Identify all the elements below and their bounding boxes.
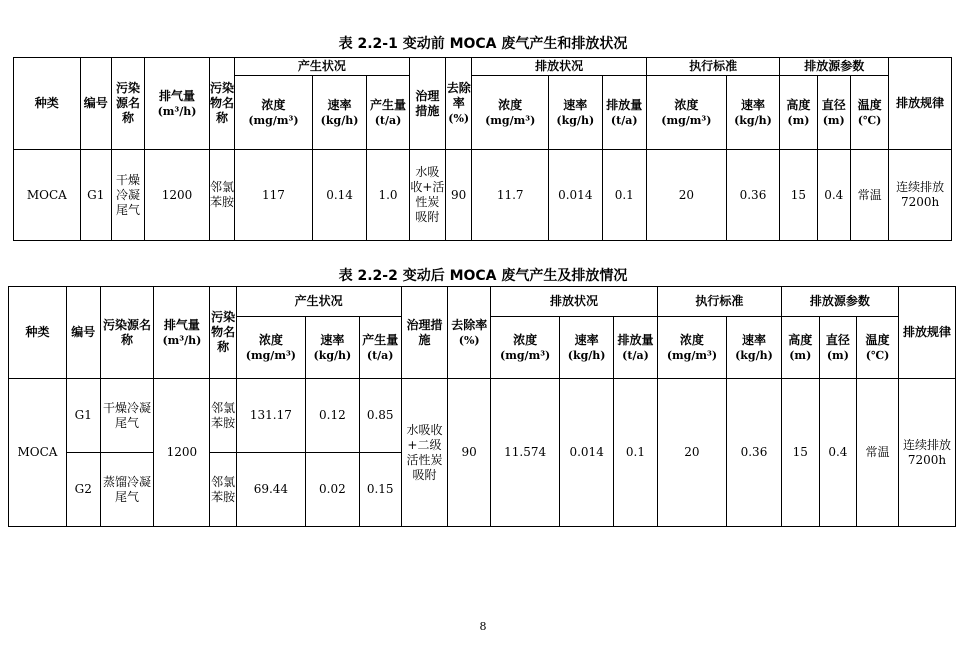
t2-cell-id: G1 xyxy=(66,379,100,453)
t2-h-gen-conc-label: 浓度 xyxy=(258,332,283,347)
t1-h-removal xyxy=(446,58,472,150)
t1-h-emit-group: 排放状况 xyxy=(472,58,647,76)
t2-h-gen-rate-label: 速率 xyxy=(320,332,345,347)
t2-h-id: 编号 xyxy=(66,287,100,379)
t1-cell-pollutant: 邻氯苯胺 xyxy=(209,150,234,241)
t1-cell-emit-conc: 11.7 xyxy=(472,150,549,241)
t2-h-emit-amount-label: 排放量 xyxy=(617,332,654,347)
t2-h-emit-group: 排放状况 xyxy=(491,287,658,317)
t1-cell-type: MOCA xyxy=(14,150,81,241)
t1-cell-removal: 90 xyxy=(446,150,472,241)
t1-h-std-group: 执行标准 xyxy=(646,58,779,76)
t2-h-std-conc-label: 浓度 xyxy=(679,332,704,347)
t1-h-id: 编号 xyxy=(80,58,111,150)
t1-h-treatment: 治理措施 xyxy=(409,58,445,150)
t2-cell-gen-conc: 131.17 xyxy=(236,379,305,453)
t2-h-treatment: 治理措施 xyxy=(401,287,448,379)
t1-h-gen-conc xyxy=(235,76,313,150)
t2-h-flow xyxy=(154,287,210,379)
t2-h-height xyxy=(781,317,819,379)
t2-h-std-rate-unit: (kg/h) xyxy=(735,348,773,362)
t1-cell-treatment: 水吸收+活性炭吸附 xyxy=(409,150,445,241)
t2-h-gen-conc xyxy=(236,317,305,379)
t1-h-std-rate xyxy=(726,76,780,150)
t1-h-src-group: 排放源参数 xyxy=(780,58,889,76)
t1-h-gen-group: 产生状况 xyxy=(235,58,410,76)
t1-h-gen-rate-label: 速率 xyxy=(327,97,352,112)
t1-h-std-rate-unit: (kg/h) xyxy=(734,113,772,127)
t2-h-emit-amount-unit: (t/a) xyxy=(622,348,649,362)
t2-cell-std-conc: 20 xyxy=(657,379,726,527)
t1-h-std-conc xyxy=(646,76,726,150)
t1-h-type: 种类 xyxy=(14,58,81,150)
t1-h-std-conc-label: 浓度 xyxy=(674,97,699,112)
t2-h-std-conc-unit: (mg/m³) xyxy=(666,348,718,362)
t1-h-diameter-unit: (m) xyxy=(822,113,845,127)
t1-h-emit-amount-label: 排放量 xyxy=(606,97,643,112)
t2-cell-pollutant: 邻氯苯胺 xyxy=(210,379,236,453)
t1-h-gen-conc-label: 浓度 xyxy=(261,97,286,112)
t2-h-removal-unit: (%) xyxy=(458,333,480,347)
t1-h-diameter xyxy=(817,76,850,150)
t1-cell-std-rate: 0.36 xyxy=(726,150,780,241)
t2-h-emit-rate xyxy=(560,317,614,379)
t2-cell-gen-rate: 0.02 xyxy=(305,453,359,527)
t1-cell-emit-amount: 0.1 xyxy=(602,150,646,241)
t2-cell-pollutant: 邻氯苯胺 xyxy=(210,453,236,527)
t1-h-removal-label: 去除率 xyxy=(446,81,471,110)
t1-h-removal-unit: (%) xyxy=(448,112,470,125)
t1-h-diameter-label: 直径 xyxy=(821,97,846,112)
t1-h-gen-conc-unit: (mg/m³) xyxy=(248,113,299,127)
t1-h-emit-conc-label: 浓度 xyxy=(498,97,523,112)
t2-cell-id: G2 xyxy=(66,453,100,527)
t1-cell-flow: 1200 xyxy=(145,150,210,241)
t1-cell-pattern: 连续排放7200h xyxy=(889,150,952,241)
t1-cell-emit-rate: 0.014 xyxy=(549,150,603,241)
t2-cell-emit-amount: 0.1 xyxy=(614,379,658,527)
t1-h-pattern: 排放规律 xyxy=(889,58,952,150)
t1-cell-temp: 常温 xyxy=(850,150,888,241)
t2-h-src-group: 排放源参数 xyxy=(781,287,898,317)
t1-h-flow xyxy=(145,58,210,150)
t2-h-emit-conc xyxy=(491,317,560,379)
t1-h-emit-amount-unit: (t/a) xyxy=(610,113,638,127)
t2-cell-treatment: 水吸收+二级活性炭吸附 xyxy=(401,379,448,527)
t1-h-gen-amount xyxy=(367,76,409,150)
t1-h-gen-amount-unit: (t/a) xyxy=(374,113,402,127)
t1-h-pollutant: 污染物名称 xyxy=(209,58,234,150)
table2 xyxy=(8,286,956,527)
t1-h-temp-label: 温度 xyxy=(857,97,882,112)
t2-cell-type: MOCA xyxy=(9,379,67,527)
table1-title: 表 2.2-1 变动前 MOCA 废气产生和排放状况 xyxy=(338,36,628,52)
t2-h-removal xyxy=(448,287,491,379)
t2-cell-diameter: 0.4 xyxy=(819,379,857,527)
t1-h-emit-rate xyxy=(549,76,603,150)
t2-h-diameter-label: 直径 xyxy=(825,332,850,347)
t2-h-std-group: 执行标准 xyxy=(657,287,781,317)
t1-h-temp-unit: (℃) xyxy=(857,113,882,127)
t2-h-flow-unit: (m³/h) xyxy=(162,333,202,347)
t2-h-height-unit: (m) xyxy=(789,348,812,362)
t2-h-emit-conc-unit: (mg/m³) xyxy=(500,348,551,362)
t2-h-gen-group: 产生状况 xyxy=(236,287,401,317)
t1-h-emit-conc-unit: (mg/m³) xyxy=(485,113,536,127)
t2-h-temp xyxy=(857,317,899,379)
t1-h-flow-unit: (m³/h) xyxy=(157,104,197,118)
t2-cell-emit-conc: 11.574 xyxy=(491,379,560,527)
t2-cell-emit-rate: 0.014 xyxy=(560,379,614,527)
t1-cell-std-conc: 20 xyxy=(646,150,726,241)
t2-h-gen-rate-unit: (kg/h) xyxy=(313,348,352,362)
table2-title: 表 2.2-2 变动后 MOCA 废气产生及排放情况 xyxy=(338,268,628,284)
table1 xyxy=(13,57,952,241)
t1-cell-gen-rate: 0.14 xyxy=(312,150,367,241)
t2-h-gen-amount xyxy=(359,317,401,379)
t2-h-emit-amount xyxy=(614,317,658,379)
t2-cell-gen-amount: 0.15 xyxy=(359,453,401,527)
t2-h-emit-rate-label: 速率 xyxy=(574,332,599,347)
t1-h-std-conc-unit: (mg/m³) xyxy=(661,113,712,127)
t1-h-height-label: 高度 xyxy=(786,97,811,112)
t2-h-height-label: 高度 xyxy=(788,332,813,347)
t2-h-pattern: 排放规律 xyxy=(898,287,955,379)
t2-h-source: 污染源名称 xyxy=(100,287,154,379)
t2-cell-pattern: 连续排放7200h xyxy=(898,379,955,527)
t2-cell-std-rate: 0.36 xyxy=(727,379,782,527)
t2-cell-gen-conc: 69.44 xyxy=(236,453,305,527)
t2-h-emit-conc-label: 浓度 xyxy=(513,332,538,347)
t2-h-type: 种类 xyxy=(9,287,67,379)
t2-h-gen-amount-unit: (t/a) xyxy=(366,348,394,362)
t2-h-diameter-unit: (m) xyxy=(826,348,849,362)
t1-h-emit-rate-label: 速率 xyxy=(563,97,588,112)
t2-cell-gen-amount: 0.85 xyxy=(359,379,401,453)
t2-h-removal-label: 去除率 xyxy=(451,317,488,332)
t1-h-gen-rate-unit: (kg/h) xyxy=(320,113,359,127)
t2-h-gen-rate xyxy=(305,317,359,379)
t1-h-emit-conc xyxy=(472,76,549,150)
t1-h-temp xyxy=(850,76,888,150)
t1-cell-gen-conc: 117 xyxy=(235,150,313,241)
page-number: 8 xyxy=(479,620,487,633)
t2-cell-temp: 常温 xyxy=(857,379,899,527)
t1-h-height-unit: (m) xyxy=(787,113,810,127)
t2-h-gen-amount-label: 产生量 xyxy=(362,332,399,347)
t1-row-g1 xyxy=(14,150,952,241)
t1-h-height xyxy=(780,76,817,150)
t2-h-std-conc xyxy=(657,317,726,379)
t2-h-emit-rate-unit: (kg/h) xyxy=(567,348,606,362)
t2-cell-source: 蒸馏冷凝尾气 xyxy=(100,453,154,527)
t1-h-flow-label: 排气量 xyxy=(159,88,196,103)
t2-h-flow-label: 排气量 xyxy=(163,317,200,332)
t1-cell-height: 15 xyxy=(780,150,817,241)
t1-cell-id: G1 xyxy=(80,150,111,241)
t2-h-pollutant: 污染物名称 xyxy=(210,287,236,379)
t2-cell-flow: 1200 xyxy=(154,379,210,527)
t2-row-g1 xyxy=(9,379,956,453)
t2-h-diameter xyxy=(819,317,857,379)
t1-cell-diameter: 0.4 xyxy=(817,150,850,241)
t1-cell-gen-amount: 1.0 xyxy=(367,150,409,241)
t1-h-source: 污染源名称 xyxy=(111,58,144,150)
t2-cell-height: 15 xyxy=(781,379,819,527)
t2-cell-gen-rate: 0.12 xyxy=(305,379,359,453)
t2-h-temp-label: 温度 xyxy=(865,332,890,347)
t2-h-std-rate-label: 速率 xyxy=(741,332,766,347)
t2-cell-source: 干燥冷凝尾气 xyxy=(100,379,154,453)
t1-h-emit-rate-unit: (kg/h) xyxy=(556,113,595,127)
t1-h-gen-amount-label: 产生量 xyxy=(370,97,407,112)
t2-h-std-rate xyxy=(727,317,782,379)
t1-h-gen-rate xyxy=(312,76,367,150)
t2-h-gen-conc-unit: (mg/m³) xyxy=(245,348,296,362)
t1-cell-source: 干燥冷凝尾气 xyxy=(111,150,144,241)
t2-cell-removal: 90 xyxy=(448,379,491,527)
t1-h-std-rate-label: 速率 xyxy=(740,97,765,112)
t1-h-emit-amount xyxy=(602,76,646,150)
t2-h-temp-unit: (℃) xyxy=(865,348,890,362)
